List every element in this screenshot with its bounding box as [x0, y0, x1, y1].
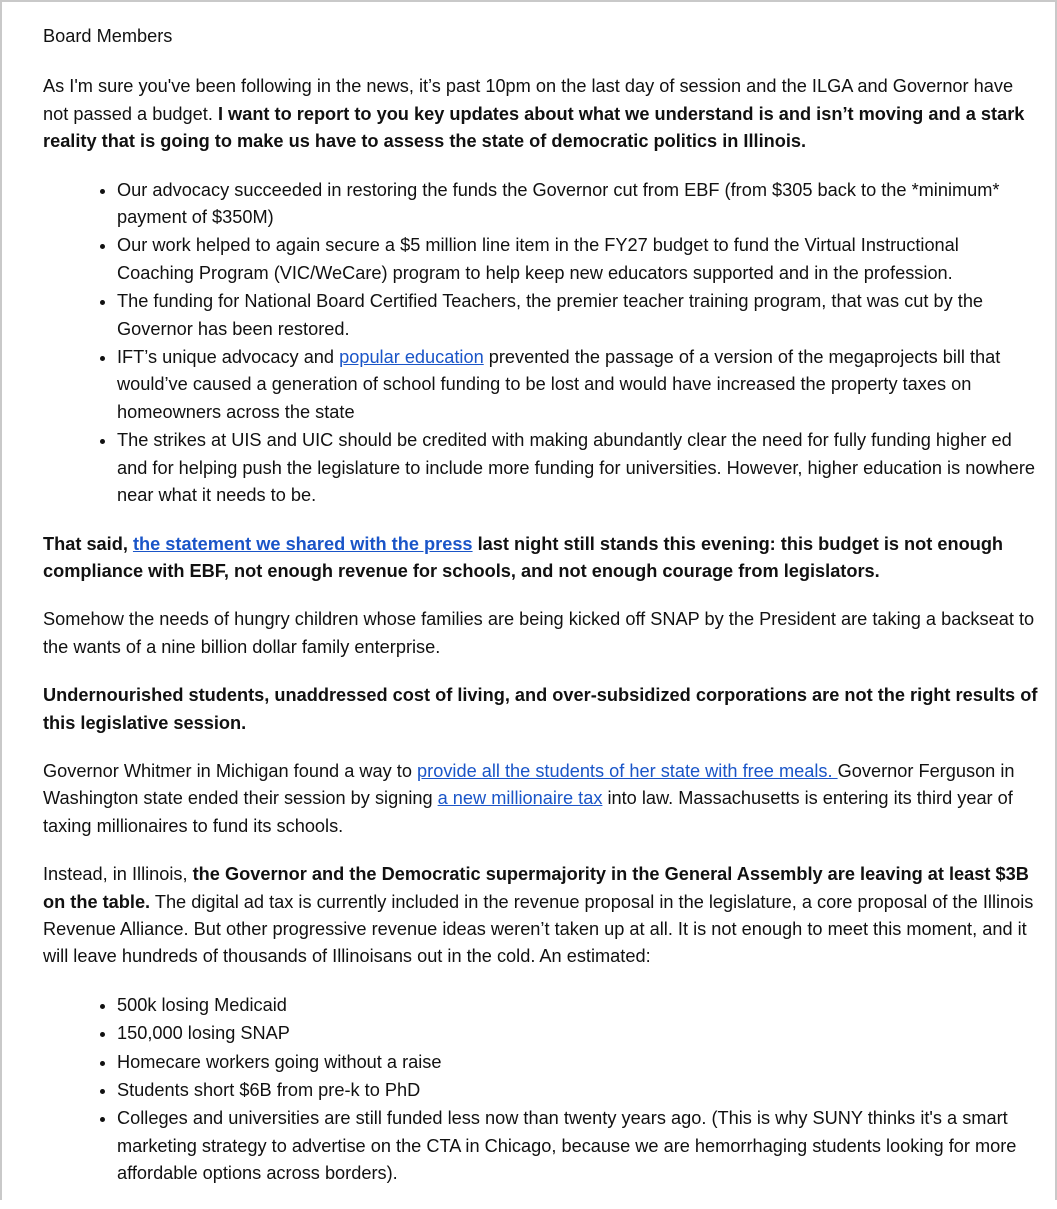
free-meals-link[interactable]: provide all the students of her state with free meals. — [417, 760, 838, 781]
updates-list — [43, 177, 1039, 510]
list-item: • Our advocacy succeeded in restoring the funds the Governor cut from EBF (from $305 back to the *minimum* payment of $350M) — [117, 177, 1039, 232]
list-item — [117, 344, 1039, 426]
statement-bold-text: last night still stands this evening: this budget is not enough compliance with EBF, not enough revenue for schools, and not enough courage from legislators. — [43, 533, 1004, 581]
email-body — [43, 23, 1039, 1209]
snap-paragraph: Somehow the needs of hungry children whose families are being kicked off SNAP by the President are taking a backseat to the wants of a nine billion dollar family enterprise. — [43, 609, 1035, 657]
list-item: • The strikes at UIS and UIC should be credited with making abundantly clear the need for fully funding higher ed and for helping push the legislature to include more funding for universities. However, higher education is nowhere near what it needs to be. — [117, 427, 1039, 509]
paragraph-text: Governor Ferguson in Washington state ended their session by signing — [43, 760, 1015, 809]
list-item: • 500k losing Medicaid — [117, 992, 1039, 1019]
impacts-list — [43, 992, 1039, 1188]
press-statement-link[interactable] — [133, 534, 473, 554]
millionaire-tax-link[interactable]: a new millionaire tax — [437, 788, 603, 809]
other-states-paragraph — [43, 758, 1039, 840]
illinois-bold-text: the Governor and the Democratic supermajority in the General Assembly are leaving at least $3B on the table. — [43, 864, 1029, 912]
list-item-text: prevented the passage of a version of the megaprojects bill that would’ve caused a generation of school funding to be lost and would have increased the property taxes on homeowners across the state — [117, 347, 1001, 422]
illinois-paragraph — [43, 861, 1039, 971]
window-left-border — [0, 0, 2, 1200]
statement-bold-text: That said, — [43, 533, 133, 554]
paragraph-text: The digital ad tax is currently included in the revenue proposal in the legislature, a core proposal of the Illinois Revenue Alliance. But other progressive revenue ideas weren’t taken up at all. It is not enough to meet this moment, and it will leave hundreds of thousands of Illinoisans out in the cold. An estimated: — [43, 891, 1034, 967]
list-item: • Our work helped to again secure a $5 million line item in the FY27 budget to fund the Virtual Instructional Coaching Program (VIC/WeCare) program to help keep new educators supported and in the profession. — [117, 232, 1039, 287]
list-item: • The funding for National Board Certified Teachers, the premier teacher training program, that was cut by the Governor has been restored. — [117, 288, 1039, 343]
popular-education-link[interactable]: popular education — [339, 347, 484, 368]
intro-paragraph — [43, 73, 1039, 155]
paragraph-text: into law. Massachusetts is entering its third year of taxing millionaires to fund its schools. — [43, 788, 1013, 836]
session-results-bold-text: Undernourished students, unaddressed cost of living, and over-subsidized corporations are not the right results of this legislative session. — [43, 685, 1038, 733]
list-item: • 150,000 losing SNAP — [117, 1020, 1039, 1047]
intro-text: As I'm sure you've been following in the news, it’s past 10pm on the last day of session and the ILGA and Governor have not passed a budget. — [43, 76, 1014, 124]
session-results-paragraph — [43, 682, 1039, 737]
paragraph-text: Governor Whitmer in Michigan found a way to — [43, 760, 418, 781]
paragraph-text: Instead, in Illinois, — [43, 864, 193, 885]
intro-bold-text: I want to report to you key updates about what we understand is and isn’t moving and a stark reality that is going to make us have to assess the state of democratic politics in Illinois. — [43, 103, 1025, 152]
statement-paragraph — [43, 531, 1039, 586]
list-item: • Students short $6B from pre-k to PhD — [117, 1077, 1039, 1104]
press-statement-link-text: the statement we shared with the press — [132, 533, 473, 554]
window-top-border — [0, 0, 1057, 2]
greeting: Board Members — [43, 26, 173, 46]
list-item: • Homecare workers going without a raise — [117, 1049, 1039, 1076]
list-item: • Colleges and universities are still funded less now than twenty years ago. (This is why SUNY thinks it's a smart marketing strategy to advertise on the CTA in Chicago, because we are hemorrhaging students looking for more affordable options across borders). — [117, 1105, 1039, 1187]
list-item-text: IFT’s unique advocacy and — [117, 347, 340, 368]
